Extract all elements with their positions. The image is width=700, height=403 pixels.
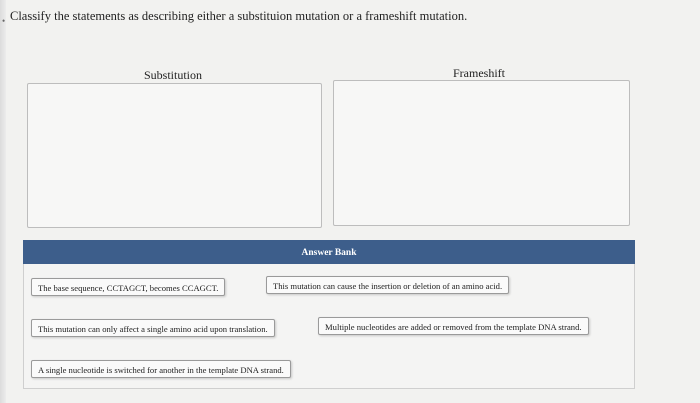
answer-card-insertion-deletion[interactable]: This mutation can cause the insertion or deletion of an amino acid.: [266, 276, 509, 294]
left-edge-strip: [0, 0, 6, 403]
answer-card-single-amino-acid[interactable]: This mutation can only affect a single amino acid upon translation.: [31, 319, 275, 337]
answer-card-multiple-nucleotides[interactable]: Multiple nucleotides are added or removed from the template DNA strand.: [318, 317, 589, 335]
answer-card-base-sequence[interactable]: The base sequence, CCTAGCT, becomes CCAGCT.: [31, 278, 225, 296]
answer-card-single-nucleotide-switch[interactable]: A single nucleotide is switched for another in the template DNA strand.: [31, 360, 291, 378]
frameshift-drop-zone[interactable]: [333, 80, 630, 226]
answer-bank-header: Answer Bank: [23, 240, 635, 264]
bullet-marker: •: [2, 16, 6, 26]
question-prompt: Classify the statements as describing either a substituion mutation or a frameshift mutation.: [10, 9, 468, 23]
substitution-drop-zone[interactable]: [27, 83, 322, 228]
frameshift-label: Frameshift: [453, 66, 505, 80]
substitution-label: Substitution: [144, 68, 203, 82]
